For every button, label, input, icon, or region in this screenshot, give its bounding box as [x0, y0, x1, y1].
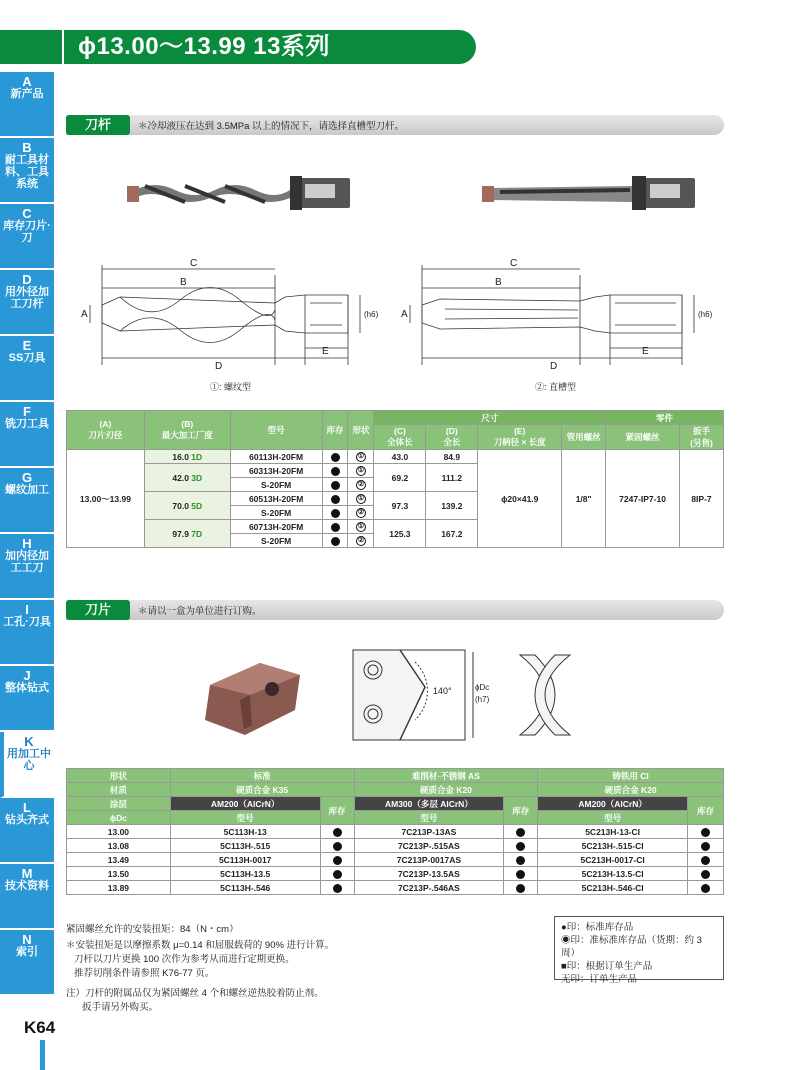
d-cell: 167.2 — [426, 520, 478, 548]
sidebar-item-j[interactable] — [0, 666, 54, 732]
sidebar-item-letter: K — [24, 734, 34, 749]
page-number: K64 — [24, 1018, 56, 1037]
shank-cell: ϕ20×41.9 — [478, 450, 562, 548]
model-header-1: 型号 — [170, 811, 320, 825]
stock-dot — [333, 842, 342, 851]
b-cell — [144, 450, 230, 464]
stock-dot — [331, 509, 340, 518]
model-cell: 60113H-20FM — [230, 450, 322, 464]
b-cell — [144, 492, 230, 520]
stock-dot — [516, 828, 525, 837]
stock-cell — [322, 520, 348, 534]
coating-1: AM200（AlCrN） — [170, 797, 320, 811]
sidebar-item-label: 库存刀片·刀 — [3, 220, 51, 244]
col-e-code: (E) — [514, 426, 526, 436]
table-row — [67, 867, 724, 881]
holder-table — [66, 410, 724, 548]
sidebar-item-label: 工孔·刀具 — [3, 616, 51, 628]
dc-cell: 13.08 — [67, 839, 171, 853]
section-bar-holder — [66, 115, 724, 135]
straight-drill-diagram — [400, 255, 730, 375]
table-row — [67, 839, 724, 853]
col-b-label: 最大加工厂度 — [161, 430, 213, 440]
sidebar-item-f[interactable] — [0, 402, 54, 468]
sidebar-item-letter: F — [23, 404, 31, 419]
shape-mark: ① — [357, 522, 365, 530]
sidebar-item-h[interactable] — [0, 534, 54, 600]
col-b — [144, 411, 230, 450]
stock-dot — [701, 884, 710, 893]
sidebar-item-d[interactable] — [0, 270, 54, 336]
sidebar-item-label: 螺纹加工 — [5, 484, 49, 496]
model-c-cell: 5C213H-.546-CI — [538, 881, 688, 895]
dc-cell: 13.50 — [67, 867, 171, 881]
row-material-label: 材质 — [67, 783, 171, 797]
c-cell: 97.3 — [374, 492, 426, 520]
insert-photo — [200, 655, 310, 740]
row-dc-label: ϕDc — [67, 811, 171, 825]
model-cell: S-20FM — [230, 506, 322, 520]
dim-b-label-2: B — [495, 277, 502, 288]
d-cell: 84.9 — [426, 450, 478, 464]
legend-none: 无印：订单生产品 — [561, 974, 638, 985]
shape-mark: ① — [357, 452, 365, 460]
col-b-code: (B) — [181, 419, 194, 429]
sidebar-item-letter: M — [21, 866, 33, 881]
col-d — [426, 425, 478, 450]
col-e — [478, 425, 562, 450]
sidebar-item-label: 技术资料 — [5, 880, 49, 892]
sidebar-item-i[interactable] — [0, 600, 54, 666]
stock-dot — [331, 467, 340, 476]
spiral-drill-diagram — [80, 255, 380, 375]
stock-cell — [320, 839, 354, 853]
row-shape-label: 形状 — [67, 769, 171, 783]
stock-dot — [331, 537, 340, 546]
wrench-cell: 8IP-7 — [679, 450, 723, 548]
sidebar-item-label: 钻头齐式 — [5, 814, 49, 826]
dim-a-label: A — [81, 309, 88, 320]
sidebar-item-letter: L — [23, 800, 31, 815]
stock-cell — [688, 839, 724, 853]
grade-standard: 标准 — [170, 769, 354, 783]
stock-dot — [516, 856, 525, 865]
dim-e-label-2: E — [642, 346, 649, 357]
stock-dot — [333, 870, 342, 879]
stock-cell — [322, 492, 348, 506]
stock-dot — [701, 856, 710, 865]
model-cell: S-20FM — [230, 534, 322, 548]
stock-cell — [322, 464, 348, 478]
stock-cell — [322, 478, 348, 492]
stock-dot — [516, 884, 525, 893]
note-conditions: 推荐切削条件请参照 K76-77 页。 — [74, 968, 215, 979]
sidebar-item-letter: J — [23, 668, 31, 683]
model-a-cell: 5C113H-.546 — [170, 881, 320, 895]
section-tag-holder: 刀杆 — [66, 115, 130, 135]
note-friction: ＊安装扭矩是以摩擦系数 μ=0.14 和屈服载荷的 90% 进行计算。 — [66, 940, 335, 951]
legend-semi-standard: ◉印：准标准库存品（货期：约 3 周） — [561, 935, 702, 959]
shape-cell — [348, 520, 374, 534]
insert-side-view — [510, 645, 580, 745]
col-a-label: 刀片刃径 — [88, 430, 123, 440]
caption-straight: ②: 直槽型 — [535, 382, 577, 392]
model-a-cell: 5C113H-13 — [170, 825, 320, 839]
col-e-label: 刀柄径 × 长度 — [493, 437, 546, 447]
stock-header-2: 库存 — [504, 797, 538, 825]
sidebar-item-label: SS刀具 — [8, 352, 46, 364]
dim-h6-label: (h6) — [364, 310, 379, 319]
sidebar-item-label: 索引 — [16, 946, 38, 958]
straight-drill-photo — [480, 172, 700, 216]
dim-e-label: E — [322, 346, 329, 357]
sidebar-item-label: 用加工中心 — [7, 748, 51, 772]
note-wrench: 扳手请另外购买。 — [82, 1002, 159, 1013]
dc-cell: 13.00 — [67, 825, 171, 839]
sidebar-item-e[interactable] — [0, 336, 54, 402]
shape-mark: ② — [357, 480, 365, 488]
model-header-3: 型号 — [538, 811, 688, 825]
model-header-2: 型号 — [354, 811, 504, 825]
table-row — [67, 450, 724, 464]
stock-cell — [322, 506, 348, 520]
stock-cell — [688, 881, 724, 895]
sidebar-index — [0, 72, 54, 996]
d-cell: 139.2 — [426, 492, 478, 520]
sidebar-item-label: 加内径加工工刀 — [5, 550, 49, 574]
stock-cell — [504, 839, 538, 853]
b-value: 16.0 — [172, 451, 189, 462]
h7-label: (h7) — [475, 695, 490, 704]
b-ratio: 7D — [191, 528, 203, 539]
header-accent — [0, 30, 62, 64]
pipe-cell: 1/8" — [562, 450, 606, 548]
stock-cell — [320, 867, 354, 881]
material-1: 硬质合金 K35 — [170, 783, 354, 797]
sidebar-item-c[interactable] — [0, 204, 54, 270]
dim-d-label: D — [215, 361, 223, 372]
col-pipe: 管用螺丝 — [562, 425, 606, 450]
model-c-cell: 5C213H-13.5-CI — [538, 867, 688, 881]
c-cell: 69.2 — [374, 464, 426, 492]
stock-legend — [554, 916, 724, 985]
model-a-cell: 5C113H-.515 — [170, 839, 320, 853]
model-b-cell: 7C213P-13AS — [354, 825, 504, 839]
shape-cell — [348, 450, 374, 464]
sidebar-item-g[interactable] — [0, 468, 54, 534]
page-title: ϕ13.00～13.99 13系列 — [64, 30, 476, 64]
model-b-cell: 7C213P-.546AS — [354, 881, 504, 895]
col-screw: 紧固螺丝 — [606, 425, 680, 450]
insert-diagram — [345, 642, 495, 747]
col-dims: 尺寸 — [374, 411, 606, 425]
stock-dot — [516, 870, 525, 879]
col-a-code: (A) — [99, 419, 112, 429]
model-cell: 60513H-20FM — [230, 492, 322, 506]
col-wrench-label: 扳手 — [692, 426, 710, 436]
sidebar-item-n[interactable] — [0, 930, 54, 996]
stock-dot — [331, 495, 340, 504]
dc-cell: 13.89 — [67, 881, 171, 895]
grade-as: 难削材·不锈钢 AS — [354, 769, 538, 783]
shape-cell — [348, 478, 374, 492]
col-c-label: 全体长 — [387, 437, 413, 447]
b-cell — [144, 520, 230, 548]
b-value: 97.9 — [172, 528, 189, 539]
dc-label: ϕDc — [475, 683, 490, 692]
stock-dot — [701, 870, 710, 879]
screw-cell: 7247-IP7-10 — [606, 450, 680, 548]
note-torque: 紧固螺丝允许的安装扭矩：84（N・cm） — [66, 924, 239, 935]
dim-c-label: C — [190, 258, 198, 269]
model-b-cell: 7C213P-.515AS — [354, 839, 504, 853]
page-stripe — [40, 1040, 45, 1070]
stock-cell — [688, 825, 724, 839]
material-2: 硬质合金 K20 — [354, 783, 538, 797]
stock-cell — [688, 853, 724, 867]
stock-dot — [331, 481, 340, 490]
shape-mark: ① — [357, 466, 365, 474]
stock-dot — [701, 828, 710, 837]
table-row — [67, 853, 724, 867]
grade-ci: 铸铁用 CI — [538, 769, 724, 783]
stock-cell — [320, 881, 354, 895]
model-b-cell: 7C213P-13.5AS — [354, 867, 504, 881]
stock-cell — [320, 825, 354, 839]
sidebar-item-k[interactable] — [0, 732, 54, 798]
shape-mark: ① — [357, 494, 365, 502]
spiral-drill-photo — [125, 172, 355, 216]
dim-a-label-2: A — [401, 309, 408, 320]
col-a — [67, 411, 145, 450]
sidebar-item-letter: D — [22, 272, 32, 287]
d-cell: 111.2 — [426, 464, 478, 492]
stock-cell — [504, 825, 538, 839]
model-cell: 60713H-20FM — [230, 520, 322, 534]
sidebar-item-letter: I — [25, 602, 29, 617]
header-bar — [0, 30, 800, 64]
dim-h6-label-2: (h6) — [698, 310, 713, 319]
shape-mark: ② — [357, 536, 365, 544]
legend-order: ■印：根据订单生产品 — [561, 961, 653, 972]
stock-dot — [516, 842, 525, 851]
col-wrench-note: (另售) — [690, 438, 713, 448]
model-c-cell: 5C213H-0017-CI — [538, 853, 688, 867]
model-a-cell: 5C113H-0017 — [170, 853, 320, 867]
b-ratio: 5D — [191, 500, 203, 511]
sidebar-item-label: 耐工具材料、工具系统 — [5, 154, 49, 190]
stock-cell — [322, 534, 348, 548]
sidebar-item-label: 新产品 — [10, 88, 44, 100]
model-c-cell: 5C213H-.515-CI — [538, 839, 688, 853]
table-row — [67, 881, 724, 895]
b-ratio: 3D — [191, 472, 203, 483]
range-cell: 13.00～13.99 — [67, 450, 145, 548]
stock-cell — [504, 853, 538, 867]
sidebar-item-b[interactable] — [0, 138, 54, 204]
sidebar-item-letter: N — [22, 932, 32, 947]
shape-mark: ② — [357, 508, 365, 516]
dim-b-label: B — [180, 277, 187, 288]
model-c-cell: 5C213H-13-CI — [538, 825, 688, 839]
insert-table — [66, 768, 724, 895]
sidebar-item-letter: A — [22, 74, 32, 89]
section-bar-insert — [66, 600, 724, 620]
col-model: 型号 — [230, 411, 322, 450]
model-cell: S-20FM — [230, 478, 322, 492]
stock-dot — [331, 453, 340, 462]
stock-dot — [701, 842, 710, 851]
model-b-cell: 7C213P-0017AS — [354, 853, 504, 867]
section-tag-insert: 刀片 — [66, 600, 130, 620]
row-coating-label: 涂层 — [67, 797, 171, 811]
stock-cell — [322, 450, 348, 464]
section-note-insert: ＊请以一盒为单位进行订购。 — [138, 606, 262, 617]
sidebar-item-a[interactable] — [0, 72, 54, 138]
stock-dot — [331, 523, 340, 532]
shape-cell — [348, 534, 374, 548]
sidebar-item-label: 用外径加工刀杆 — [5, 286, 49, 310]
stock-cell — [320, 853, 354, 867]
sidebar-item-label: 整体钻式 — [5, 682, 49, 694]
col-parts: 零件 — [606, 411, 724, 425]
table-row — [67, 825, 724, 839]
legend-standard: ●印：标准库存品 — [561, 922, 634, 933]
col-stock: 库存 — [322, 411, 348, 450]
c-cell: 43.0 — [374, 450, 426, 464]
c-cell: 125.3 — [374, 520, 426, 548]
caption-spiral: ①: 螺纹型 — [210, 382, 252, 392]
stock-dot — [333, 884, 342, 893]
b-cell — [144, 464, 230, 492]
dc-cell: 13.49 — [67, 853, 171, 867]
sidebar-item-label: 铣刀工具 — [5, 418, 49, 430]
stock-dot — [333, 856, 342, 865]
col-wrench — [679, 425, 723, 450]
note-accessories: 注）刀杆的附属品仅为紧固螺丝 4 个和螺丝逆热胶着防止剂。 — [66, 988, 324, 999]
col-c-code: (C) — [394, 426, 406, 436]
model-cell: 60313H-20FM — [230, 464, 322, 478]
sidebar-item-m[interactable] — [0, 864, 54, 930]
section-note-holder: ＊冷却液压在达到 3.5MPa 以上的情况下，请选择直槽型刀杆。 — [138, 121, 405, 132]
coating-3: AM200（AlCrN） — [538, 797, 688, 811]
sidebar-item-l[interactable] — [0, 798, 54, 864]
col-shape: 形状 — [348, 411, 374, 450]
model-a-cell: 5C113H-13.5 — [170, 867, 320, 881]
stock-cell — [504, 867, 538, 881]
b-ratio: 1D — [191, 451, 203, 462]
sidebar-item-letter: B — [22, 140, 32, 155]
stock-header-3: 库存 — [688, 797, 724, 825]
stock-dot — [333, 828, 342, 837]
stock-cell — [504, 881, 538, 895]
angle-label: 140° — [433, 686, 452, 696]
sidebar-item-letter: E — [22, 338, 32, 353]
sidebar-item-letter: H — [22, 536, 32, 551]
shape-cell — [348, 506, 374, 520]
sidebar-item-letter: G — [21, 470, 33, 485]
col-d-label: 全长 — [443, 437, 461, 447]
dim-d-label-2: D — [550, 361, 558, 372]
col-d-code: (D) — [445, 426, 458, 436]
note-replace: 刀杆以刀片更换 100 次作为参考从而进行定期更换。 — [74, 954, 295, 965]
stock-header-1: 库存 — [320, 797, 354, 825]
col-c — [374, 425, 426, 450]
b-value: 42.0 — [172, 472, 189, 483]
dim-c-label-2: C — [510, 258, 518, 269]
b-value: 70.0 — [172, 500, 189, 511]
shape-cell — [348, 492, 374, 506]
coating-2: AM300（多层 AlCrN） — [354, 797, 504, 811]
shape-cell — [348, 464, 374, 478]
material-3: 硬质合金 K20 — [538, 783, 724, 797]
sidebar-item-letter: C — [22, 206, 32, 221]
stock-cell — [688, 867, 724, 881]
